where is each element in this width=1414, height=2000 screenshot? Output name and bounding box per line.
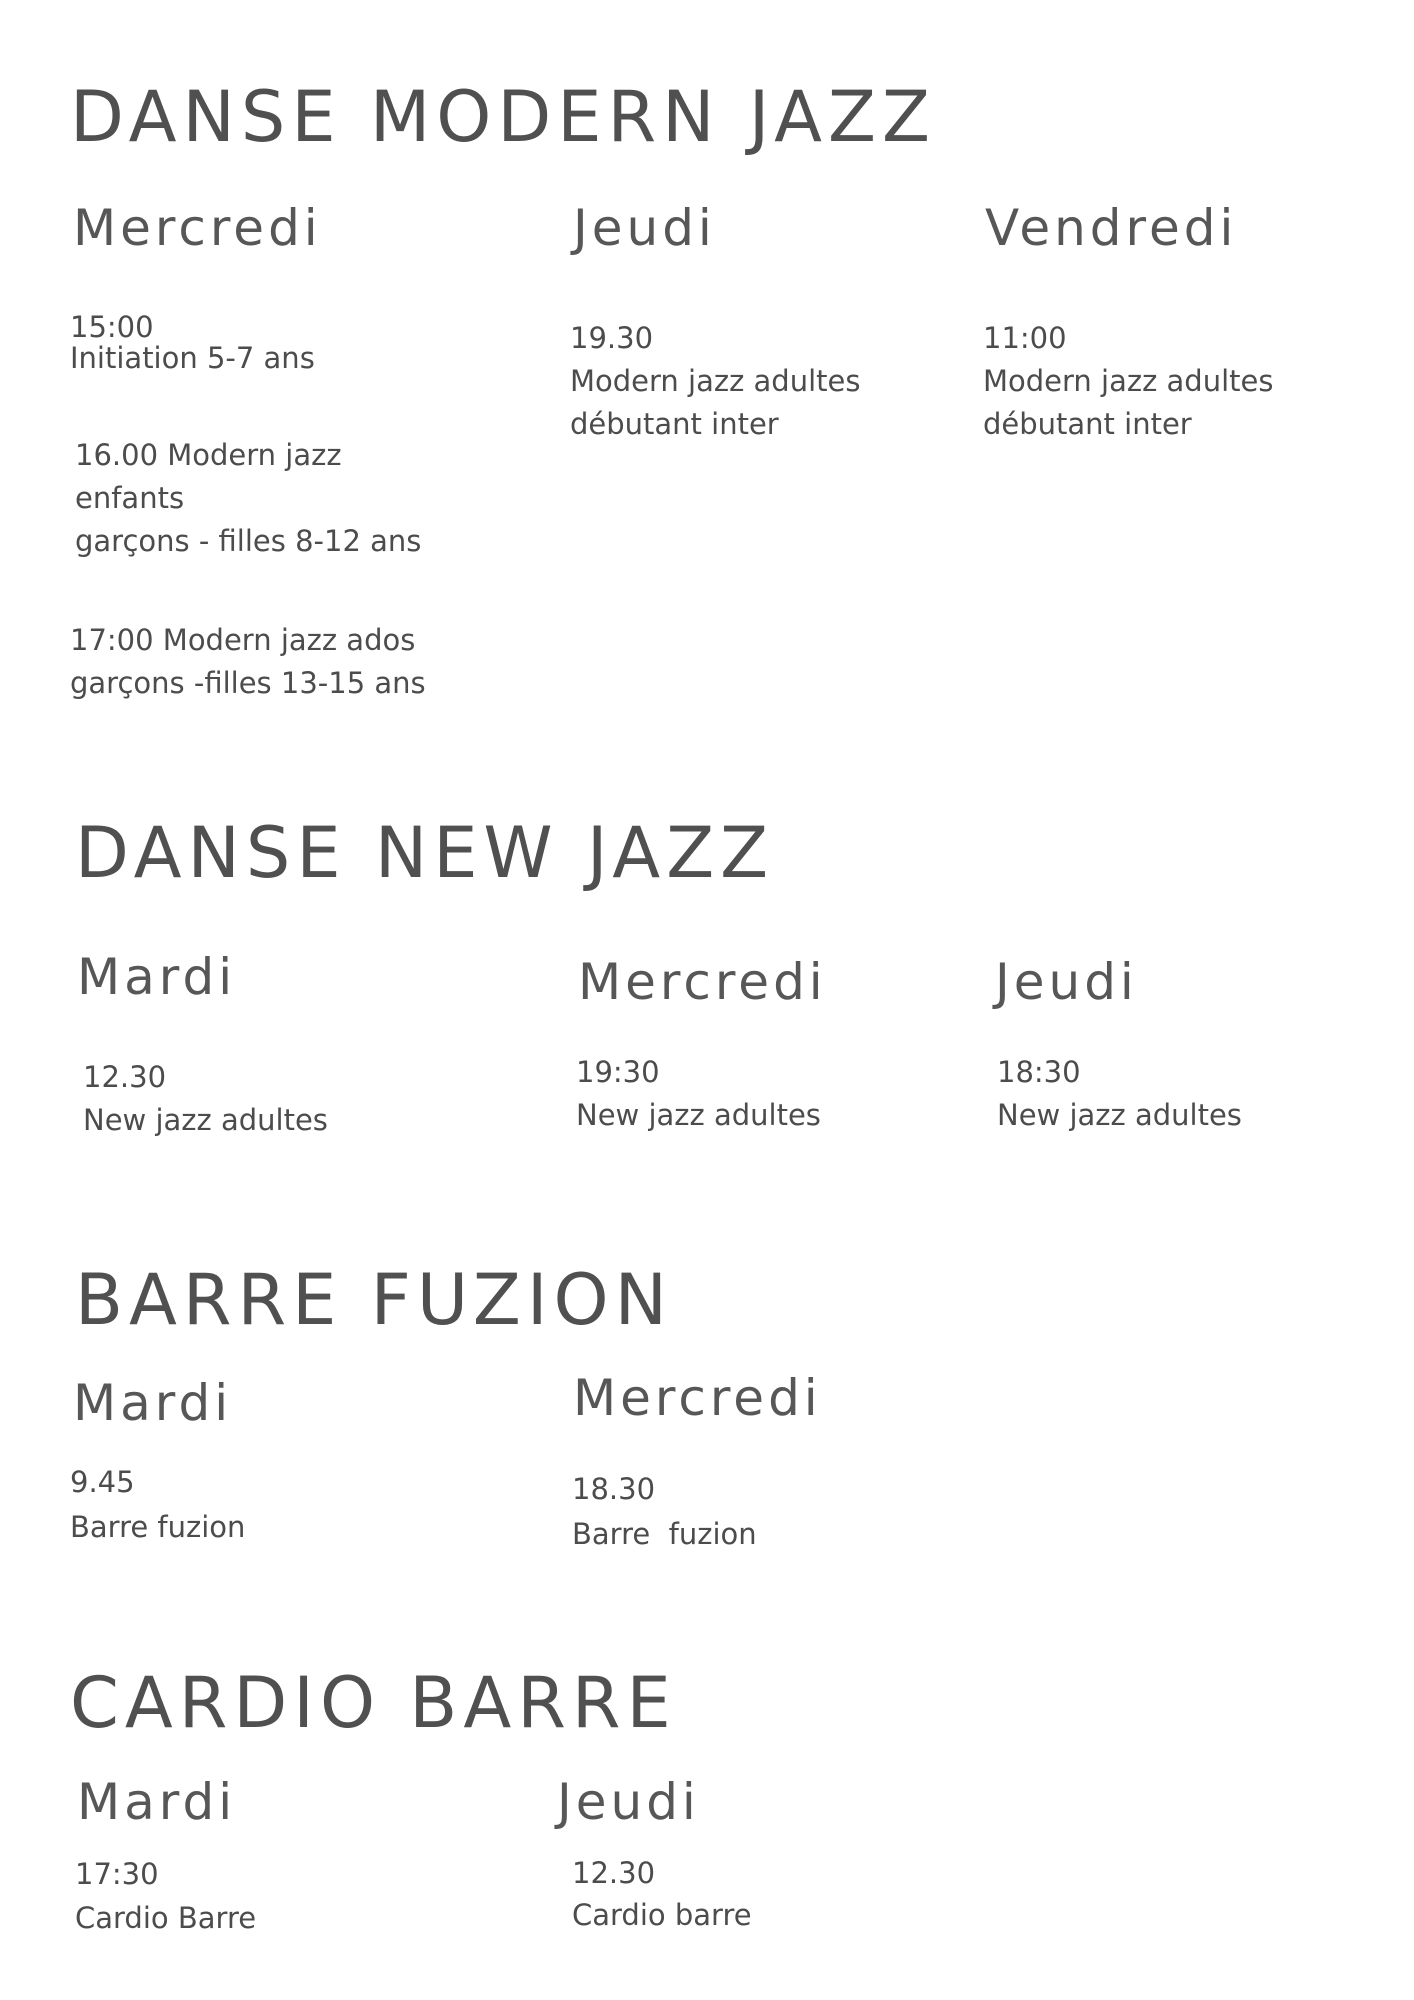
day-heading-mercredi: Mercredi xyxy=(573,1369,822,1427)
class-time: 12.30 xyxy=(83,1060,167,1094)
class-entry xyxy=(570,317,860,446)
day-heading-mardi: Mardi xyxy=(77,1773,237,1831)
class-time: 18.30 xyxy=(572,1472,656,1506)
class-time: 17:30 xyxy=(75,1857,159,1891)
class-desc: Modern jazz adultes xyxy=(983,364,1274,398)
class-entry xyxy=(70,312,315,374)
class-desc: Cardio Barre xyxy=(75,1901,257,1935)
class-entry xyxy=(576,1051,821,1137)
class-entry xyxy=(997,1051,1242,1137)
class-desc: New jazz adultes xyxy=(997,1098,1242,1132)
day-heading-vendredi: Vendredi xyxy=(985,199,1238,257)
class-entry xyxy=(572,1852,752,1936)
class-time: 11:00 xyxy=(983,321,1067,355)
class-line: 17:00 Modern jazz ados xyxy=(70,623,416,657)
class-entry xyxy=(70,1460,245,1550)
section-title-new-jazz: DANSE NEW JAZZ xyxy=(75,812,775,894)
class-entry xyxy=(75,434,421,563)
class-time: 9.45 xyxy=(70,1465,135,1499)
class-desc: New jazz adultes xyxy=(83,1103,328,1137)
day-heading-jeudi: Jeudi xyxy=(573,199,716,257)
day-heading-jeudi: Jeudi xyxy=(995,953,1138,1011)
class-time: 15:00 xyxy=(70,310,154,344)
class-desc: Barre fuzion xyxy=(572,1517,757,1551)
section-title-cardio-barre: CARDIO BARRE xyxy=(70,1662,677,1744)
class-desc: Cardio barre xyxy=(572,1898,752,1932)
class-line: enfants xyxy=(75,481,185,515)
class-time: 18:30 xyxy=(997,1055,1081,1089)
day-heading-mercredi: Mercredi xyxy=(73,199,322,257)
day-heading-mardi: Mardi xyxy=(77,948,237,1006)
class-desc: débutant inter xyxy=(983,407,1192,441)
class-desc: Modern jazz adultes xyxy=(570,364,861,398)
class-time: 19.30 xyxy=(570,321,654,355)
class-desc: New jazz adultes xyxy=(576,1098,821,1132)
class-entry xyxy=(70,619,426,705)
class-desc: Barre fuzion xyxy=(70,1510,246,1544)
class-desc: Initiation 5-7 ans xyxy=(70,341,315,375)
section-title-barre-fuzion: BARRE FUZION xyxy=(75,1259,673,1341)
class-time: 12.30 xyxy=(572,1856,656,1890)
class-entry xyxy=(75,1852,256,1940)
class-time: 19:30 xyxy=(576,1055,660,1089)
class-entry xyxy=(83,1056,328,1142)
day-heading-jeudi: Jeudi xyxy=(557,1773,700,1831)
day-heading-mercredi: Mercredi xyxy=(578,953,827,1011)
class-line: 16.00 Modern jazz xyxy=(75,438,342,472)
class-line: garçons - filles 8-12 ans xyxy=(75,524,422,558)
section-title-modern-jazz: DANSE MODERN JAZZ xyxy=(70,76,936,158)
class-entry xyxy=(572,1467,757,1557)
class-desc: débutant inter xyxy=(570,407,779,441)
day-heading-mardi: Mardi xyxy=(73,1374,233,1432)
class-entry xyxy=(983,317,1273,446)
class-line: garçons -filles 13-15 ans xyxy=(70,666,426,700)
